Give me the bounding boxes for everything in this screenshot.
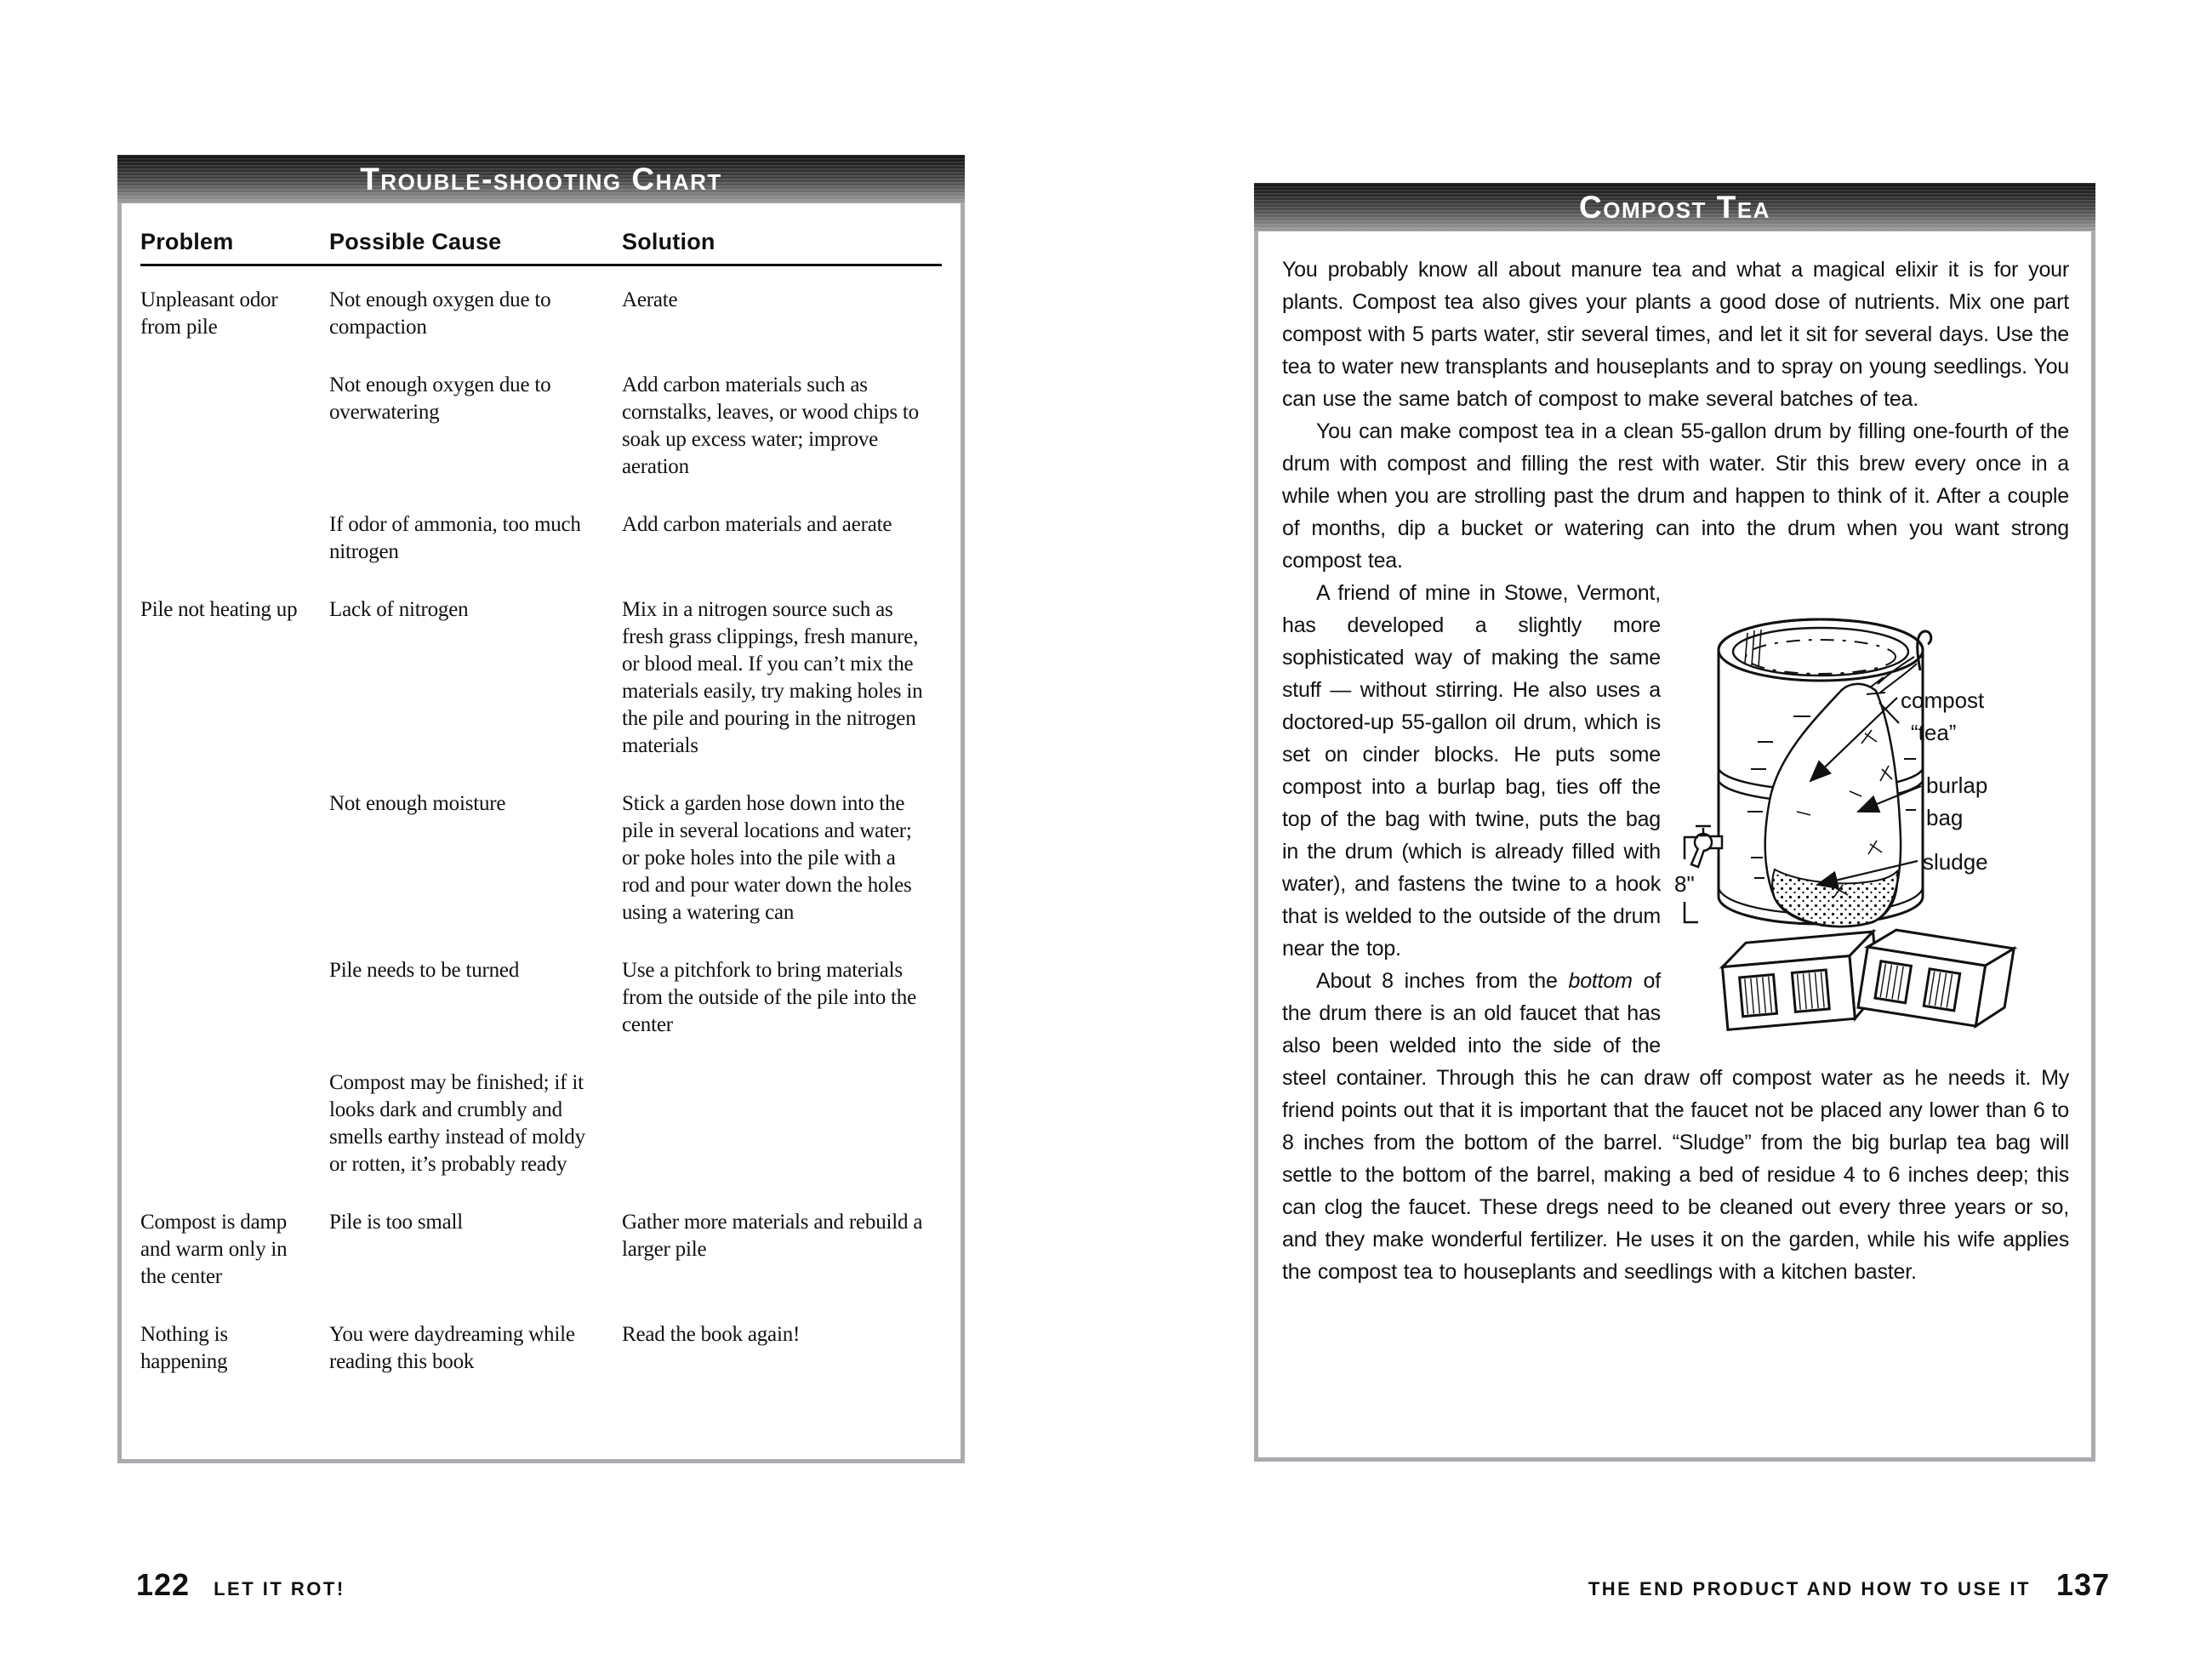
table-row [140,1321,942,1376]
solution-cell: Use a pitchfork to bring materials from the outside of the pile into the center [622,959,916,1036]
solution-cell: Stick a garden hose down into the pile in several locations and water; or poke holes into the pile with a rod and pour water down the holes using a watering can [622,792,912,924]
solution-cell [622,1069,942,1178]
solution-cell: Gather more materials and rebuild a larger pile [622,1211,923,1261]
cause-cell: Not enough moisture [329,792,506,815]
problem-cell [140,1069,329,1178]
column-header-solution: Solution [622,229,715,254]
problem-cell: Pile not heating up [140,598,298,621]
solution-cell: Mix in a nitrogen source such as fresh grass clippings, fresh manure, or blood meal. If you can’t mix the materials easily, try making holes in the pile and pouring in the nitrogen materials [622,598,923,757]
solution-cell: Aerate [622,288,678,311]
drum-drawing [1669,589,2069,1052]
troubleshooting-chart-panel [117,155,965,1463]
body-paragraph-2: You can make compost tea in a clean 55-gallon drum by filling one-fourth of the drum with compost and filling the rest with water. Stir this brew every once in a while when you are strolling past the drum and happen to think of it. After a couple of months, dip a bucket or watering can into the drum when you want strong compost tea. [1282,419,2069,573]
right-page-number: 137 [2055,1567,2110,1602]
cause-cell: If odor of ammonia, too much nitrogen [329,513,581,563]
table-row [140,372,942,481]
body-paragraph-1: You probably know all about manure tea and what a magical elixir it is for your plants. Compost tea also gives your plants a good dose of nutrients. Mix one part compost with 5 parts water, stir several times, and let it sit for several days. Use the tea to water new transplants and houseplants and to spray on young seedlings. You can use the same batch of compost to make several batches of tea. [1282,258,2069,411]
problem-cell [140,511,329,566]
problem-cell [140,957,329,1039]
compost-tea-drum-illustration [1669,589,2069,1052]
cause-cell: You were daydreaming while reading this book [329,1323,575,1373]
cause-cell: Pile needs to be turned [329,959,520,982]
table-header-rule [140,264,942,266]
cinder-blocks [1720,926,2014,1029]
figure-label-compost-tea: compost [1901,687,1985,713]
solution-cell: Add carbon materials and aerate [622,513,892,536]
troubleshooting-chart-header [117,155,965,203]
compost-tea-panel [1254,183,2095,1462]
problem-cell: Nothing is happening [140,1323,228,1373]
troubleshooting-table [122,203,961,1376]
right-footer [1588,1567,2110,1603]
problem-cell: Compost is damp and warm only in the center [140,1211,288,1288]
left-page-number: 122 [136,1567,191,1602]
solution-cell: Read the book again! [622,1323,801,1346]
cause-cell: Compost may be finished; if it looks dark and crumbly and smells earthy instead of moldy or rotten, it’s probably ready [329,1071,585,1176]
chapter-title: THE END PRODUCT AND HOW TO USE IT [1588,1578,2031,1599]
column-header-problem: Problem [140,229,234,254]
book-title: LET IT ROT! [214,1578,345,1599]
body-paragraph-3: A friend of mine in Stowe, Vermont, has developed a slightly more sophisticated way of making the same stuff — without stirring. He also uses a doctored-up 55-gallon oil drum, which is set on cinder blocks. He puts some compost into a burlap bag, ties off the top of the bag with twine, puts the bag in the drum (which is already filled with water), and fastens the twine to a hook that is welded to the outside of the drum near the top. [1282,581,1661,961]
problem-cell [140,372,329,481]
problem-cell [140,790,329,926]
compost-tea-header [1254,183,2095,231]
column-header-cause: Possible Cause [329,229,502,254]
table-row [140,790,942,926]
table-header-row [140,229,942,255]
table-row [140,1069,942,1178]
cause-cell: Not enough oxygen due to compaction [329,288,551,339]
paragraph4-pre: About 8 inches from the [1316,969,1569,993]
figure-label-8-inches: 8" [1674,871,1695,897]
figure-label-sludge: sludge [1923,849,1988,875]
compost-tea-title: Compost Tea [1579,190,1770,225]
figure-label-burlap-bag-2: bag [1926,805,1964,830]
cause-cell: Lack of nitrogen [329,598,469,621]
troubleshooting-chart-title: Trouble-shooting Chart [360,162,722,197]
paragraph4-italic: bottom [1568,969,1633,993]
table-row [140,1209,942,1291]
figure-label-burlap-bag: burlap [1926,772,1988,798]
problem-cell: Unpleasant odor from pile [140,288,278,339]
table-row [140,511,942,566]
table-row [140,957,942,1039]
left-footer [136,1567,345,1603]
table-row [140,596,942,760]
solution-cell: Add carbon materials such as cornstalks, leaves, or wood chips to soak up excess water; improve aeration [622,373,919,478]
compost-tea-body [1258,231,2091,1288]
table-row [140,287,942,341]
cause-cell: Not enough oxygen due to overwatering [329,373,551,424]
figure-label-compost-tea-2: “tea” [1911,720,1957,745]
cause-cell: Pile is too small [329,1211,464,1234]
paragraph4-post: of the drum there is an old faucet that has also been welded into the side of the steel container. Through this he can draw off compost water as he needs it. My friend points out that it is important that the faucet not be placed any lower than 6 to 8 inches from the bottom of the barrel. “Sludge” from the big burlap tea bag will settle to the bottom of the barrel, making a bed of residue 4 to 6 inches deep; this can clog the faucet. These dregs need to be cleaned out every three years or so, and they make wonderful fertilizer. He uses it on the garden, while his wife applies the compost tea to houseplants and seedlings with a kitchen baster. [1282,969,2069,1284]
